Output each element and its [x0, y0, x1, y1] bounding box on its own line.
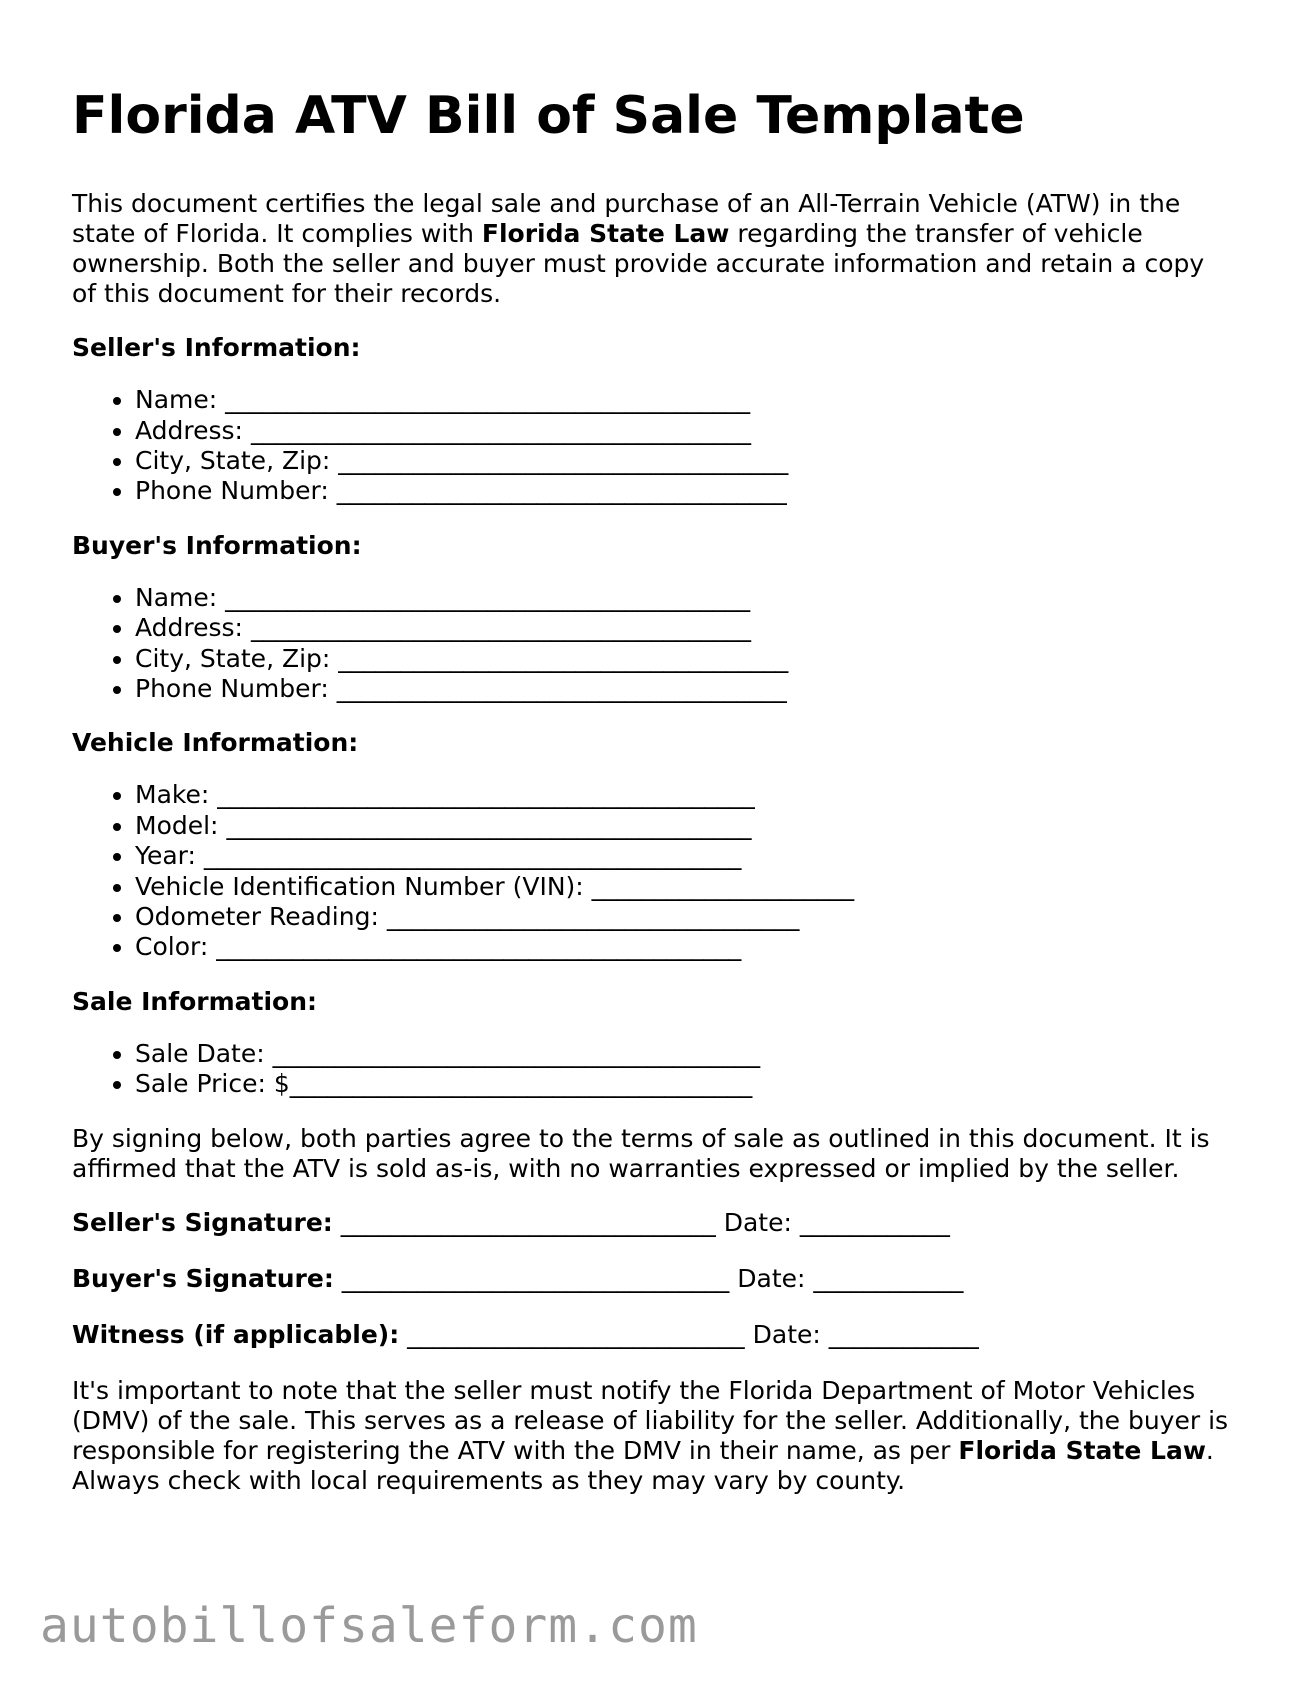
page-title: Florida ATV Bill of Sale Template [72, 86, 1025, 146]
sale-heading: Sale Information: [72, 986, 317, 1016]
buyer-city-field: • City, State, Zip: ____________________________________ [135, 644, 1232, 674]
intro-paragraph: This document certifies the legal sale and purchase of an All-Terrain Vehicle (ATW) in the state of Florida. It complies with Florida State Law regarding the transfer of vehicle ownership. Both the seller and buyer must provide accurate information and retain a copy of this document for their records. [72, 189, 1205, 309]
buyer-address-field: • Address: ________________________________________ [135, 613, 1232, 643]
seller-name-field: • Name: __________________________________________ [135, 385, 1232, 415]
vehicle-year-field: • Year: ___________________________________________ [135, 841, 1232, 871]
vehicle-vin-field: • Vehicle Identification Number (VIN): _____________________ [135, 872, 1232, 902]
sale-field-list [72, 1039, 1232, 1100]
seller-phone-field: • Phone Number: ____________________________________ [135, 476, 1232, 506]
buyer-signature-label: Buyer's Signature: [72, 1263, 334, 1293]
vehicle-heading: Vehicle Information: [72, 728, 359, 758]
witness-signature-blank[interactable]: ___________________________ [399, 1319, 753, 1349]
buyer-phone-field: • Phone Number: ____________________________________ [135, 674, 1232, 704]
vehicle-model-blank[interactable]: __________________________________________ [226, 810, 752, 840]
vehicle-make-field: • Make: ___________________________________________ [135, 780, 1232, 810]
seller-city-field: • City, State, Zip: ____________________________________ [135, 446, 1232, 476]
witness-signature-row [72, 1320, 1232, 1350]
sale-price-blank[interactable]: _____________________________________ [289, 1069, 753, 1099]
seller-phone-blank[interactable]: ____________________________________ [336, 476, 787, 506]
buyer-date-label: Date: [737, 1263, 814, 1293]
agreement-paragraph: By signing below, both parties agree to the terms of sale as outlined in this document. It is affirmed that the ATV is sold as-is, with no warranties expressed or implied by the seller. [72, 1123, 1210, 1183]
buyer-heading: Buyer's Information: [72, 530, 362, 560]
buyer-field-list [72, 583, 1232, 705]
intro-emphasis: Florida State Law [481, 219, 730, 249]
vehicle-model-field: • Model: __________________________________________ [135, 811, 1232, 841]
witness-date-blank[interactable]: ____________ [828, 1319, 979, 1349]
buyer-signature-row [72, 1264, 1232, 1294]
sale-date-field: • Sale Date: _______________________________________ [135, 1039, 1232, 1069]
buyer-name-field: • Name: __________________________________________ [135, 583, 1232, 613]
dmv-note-paragraph: It's important to note that the seller must notify the Florida Department of Motor Vehicles (DMV) of the sale. This serves as a release of liability for the seller. Additionally, the buyer is responsible for registering the ATV with the DMV in their name, as per Florida State Law. Always check with local requirements as they may vary by county. [72, 1375, 1229, 1495]
note-emphasis: Florida State Law [958, 1435, 1206, 1465]
seller-signature-row [72, 1208, 1232, 1238]
buyer-city-blank[interactable]: ____________________________________ [338, 643, 789, 673]
sale-price-field: • Sale Price: $_____________________________________ [135, 1069, 1232, 1099]
vehicle-vin-blank[interactable]: _____________________ [591, 871, 855, 901]
seller-field-list [72, 385, 1232, 507]
vehicle-year-blank[interactable]: ___________________________________________ [203, 841, 742, 871]
site-watermark: autobillofsaleform.com [40, 1598, 698, 1654]
buyer-phone-blank[interactable]: ____________________________________ [336, 674, 787, 704]
buyer-date-blank[interactable]: ____________ [813, 1263, 964, 1293]
buyer-name-blank[interactable]: __________________________________________ [225, 582, 751, 612]
seller-address-field: • Address: ________________________________________ [135, 416, 1232, 446]
seller-city-blank[interactable]: ____________________________________ [338, 446, 789, 475]
vehicle-make-blank[interactable]: ___________________________________________ [217, 780, 755, 810]
vehicle-odometer-blank[interactable]: _________________________________ [386, 902, 800, 932]
seller-signature-label: Seller's Signature: [72, 1207, 333, 1237]
seller-date-label: Date: [723, 1207, 800, 1237]
seller-date-blank[interactable]: ____________ [799, 1207, 950, 1237]
vehicle-color-field: • Color: __________________________________________ [135, 932, 1232, 962]
buyer-address-blank[interactable]: ________________________________________ [250, 613, 751, 643]
vehicle-odometer-field: • Odometer Reading: _________________________________ [135, 902, 1232, 932]
seller-address-blank[interactable]: ________________________________________ [250, 415, 751, 445]
seller-signature-blank[interactable]: ______________________________ [332, 1207, 724, 1237]
seller-name-blank[interactable]: __________________________________________ [225, 385, 751, 415]
witness-signature-label: Witness (if applicable): [72, 1319, 400, 1349]
vehicle-field-list [72, 780, 1232, 962]
document-body [72, 88, 1232, 1496]
sale-date-blank[interactable]: _______________________________________ [272, 1038, 761, 1068]
witness-date-label: Date: [752, 1319, 829, 1349]
seller-heading: Seller's Information: [72, 333, 361, 363]
buyer-signature-blank[interactable]: _______________________________ [333, 1263, 738, 1293]
vehicle-color-blank[interactable]: __________________________________________ [216, 932, 742, 962]
